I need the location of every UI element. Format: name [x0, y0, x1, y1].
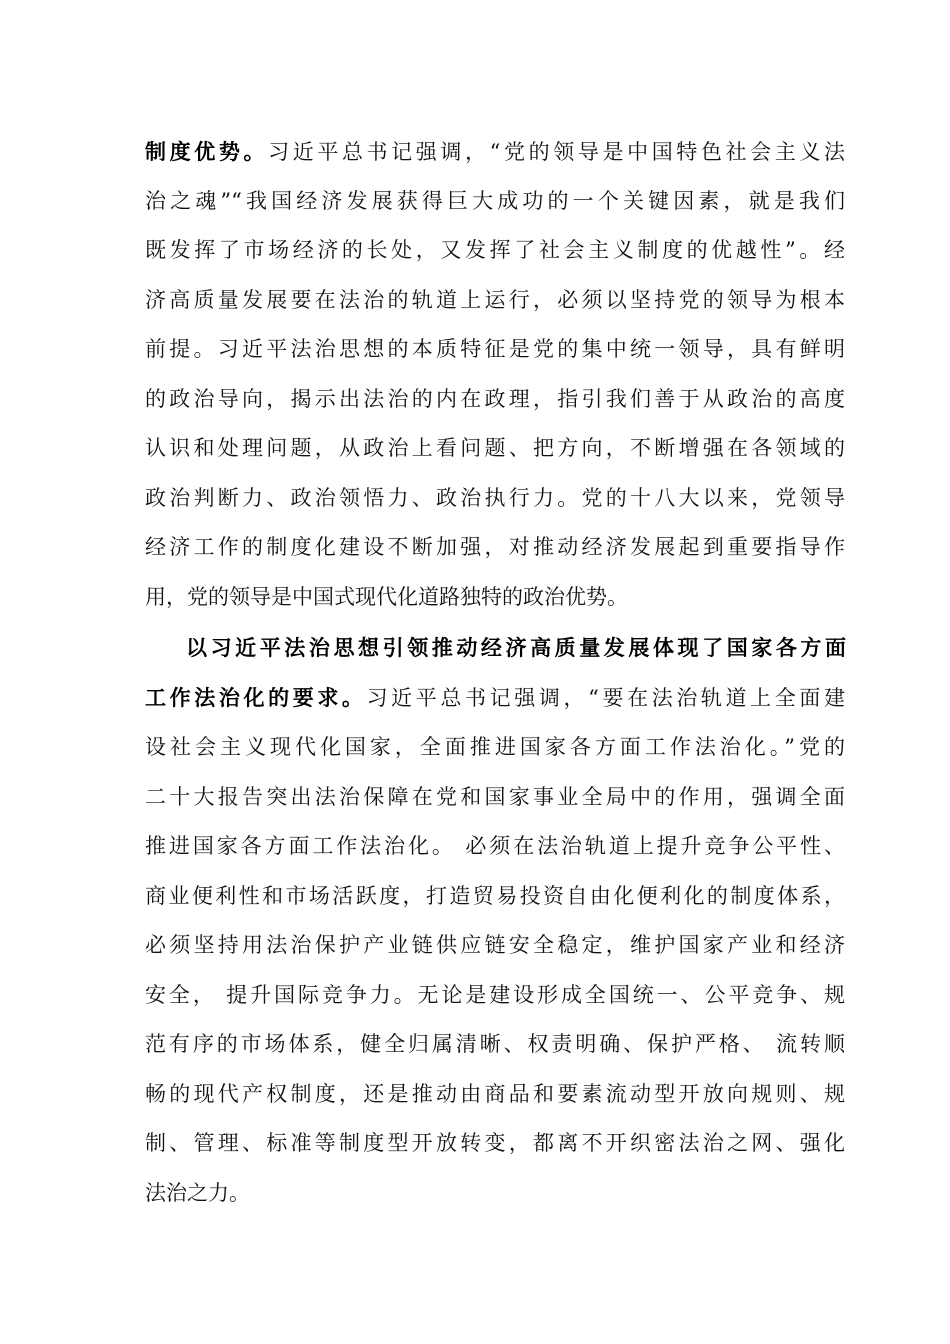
line-text: 范有序的市场体系，健全归属清晰、权责明确、保护严格、 流转顺 [145, 1032, 845, 1056]
bold-lead: 以习近平法治思想引领推动经济高质量发展体现了国家各方面 [186, 635, 846, 660]
paragraph-2-line-6 [145, 878, 845, 914]
line-text: 治之魂”“我国经济发展获得巨大成功的一个关键因素，就是我们 [145, 189, 845, 213]
paragraph-2-line-8 [145, 977, 845, 1013]
line-text: 经济工作的制度化建设不断加强，对推动经济发展起到重要指导作 [145, 535, 845, 559]
line-text: 畅的现代产权制度，还是推动由商品和要素流动型开放向规则、规 [145, 1082, 845, 1106]
paragraph-2-line-10 [145, 1076, 845, 1112]
paragraph-1-line-3 [145, 232, 845, 268]
line-text: 必须坚持用法治保护产业链供应链安全稳定，维护国家产业和经济 [145, 933, 845, 957]
paragraph-2-line-7 [145, 927, 845, 963]
line-text: 习近平总书记强调，“党的领导是中国特色社会主义法 [268, 140, 846, 164]
line-text: 制、管理、标准等制度型开放转变，都离不开织密法治之网、强化 [145, 1131, 845, 1155]
paragraph-1-line-9 [145, 529, 845, 565]
line-text: 认识和处理问题，从政治上看问题、把方向，不断增强在各领域的 [145, 436, 845, 460]
line-text: 的政治导向，揭示出法治的内在政理，指引我们善于从政治的高度 [145, 387, 845, 411]
paragraph-2-line-9 [145, 1026, 845, 1062]
line-text: 二十大报告突出法治保障在党和国家事业全局中的作用，强调全面 [145, 785, 845, 809]
line-text: 前提。习近平法治思想的本质特征是党的集中统一领导，具有鲜明 [145, 337, 845, 361]
paragraph-1-line-4 [145, 282, 845, 318]
line-text: 安全， 提升国际竞争力。无论是建设形成全国统一、公平竞争、规 [145, 983, 845, 1007]
paragraph-2-line-2 [145, 680, 845, 716]
paragraph-1-line-6 [145, 381, 845, 417]
line-text: 习近平总书记强调，“要在法治轨道上全面建 [366, 686, 846, 710]
line-text: 法治之力。 [145, 1181, 250, 1205]
bold-lead: 制度优势。 [145, 139, 269, 164]
paragraph-1-line-5 [145, 331, 845, 367]
line-text: 用，党的领导是中国式现代化道路独特的政治优势。 [145, 585, 628, 609]
line-text: 商业便利性和市场活跃度，打造贸易投资自由化便利化的制度体系， [145, 884, 845, 908]
paragraph-1-line-10 [145, 579, 845, 615]
paragraph-2-line-5 [145, 828, 845, 864]
line-text: 既发挥了市场经济的长处，又发挥了社会主义制度的优越性”。经 [145, 238, 845, 262]
paragraph-1-line-2 [145, 183, 845, 219]
paragraph-1-line-7 [145, 430, 845, 466]
paragraph-1-line-1 [145, 134, 845, 170]
paragraph-2-line-1 [186, 630, 846, 666]
paragraph-2-line-12 [145, 1175, 845, 1211]
paragraph-1-line-8 [145, 480, 845, 516]
line-text: 济高质量发展要在法治的轨道上运行，必须以坚持党的领导为根本 [145, 288, 845, 312]
bold-lead: 工作法治化的要求。 [145, 685, 367, 710]
line-text: 政治判断力、政治领悟力、政治执行力。党的十八大以来，党领导 [145, 486, 845, 510]
paragraph-2-line-3 [145, 729, 845, 765]
line-text: 设社会主义现代化国家，全面推进国家各方面工作法治化。”党的 [145, 735, 845, 759]
paragraph-2-line-4 [145, 779, 845, 815]
paragraph-2-line-11 [145, 1125, 845, 1161]
line-text: 推进国家各方面工作法治化。 必须在法治轨道上提升竞争公平性、 [145, 834, 845, 858]
